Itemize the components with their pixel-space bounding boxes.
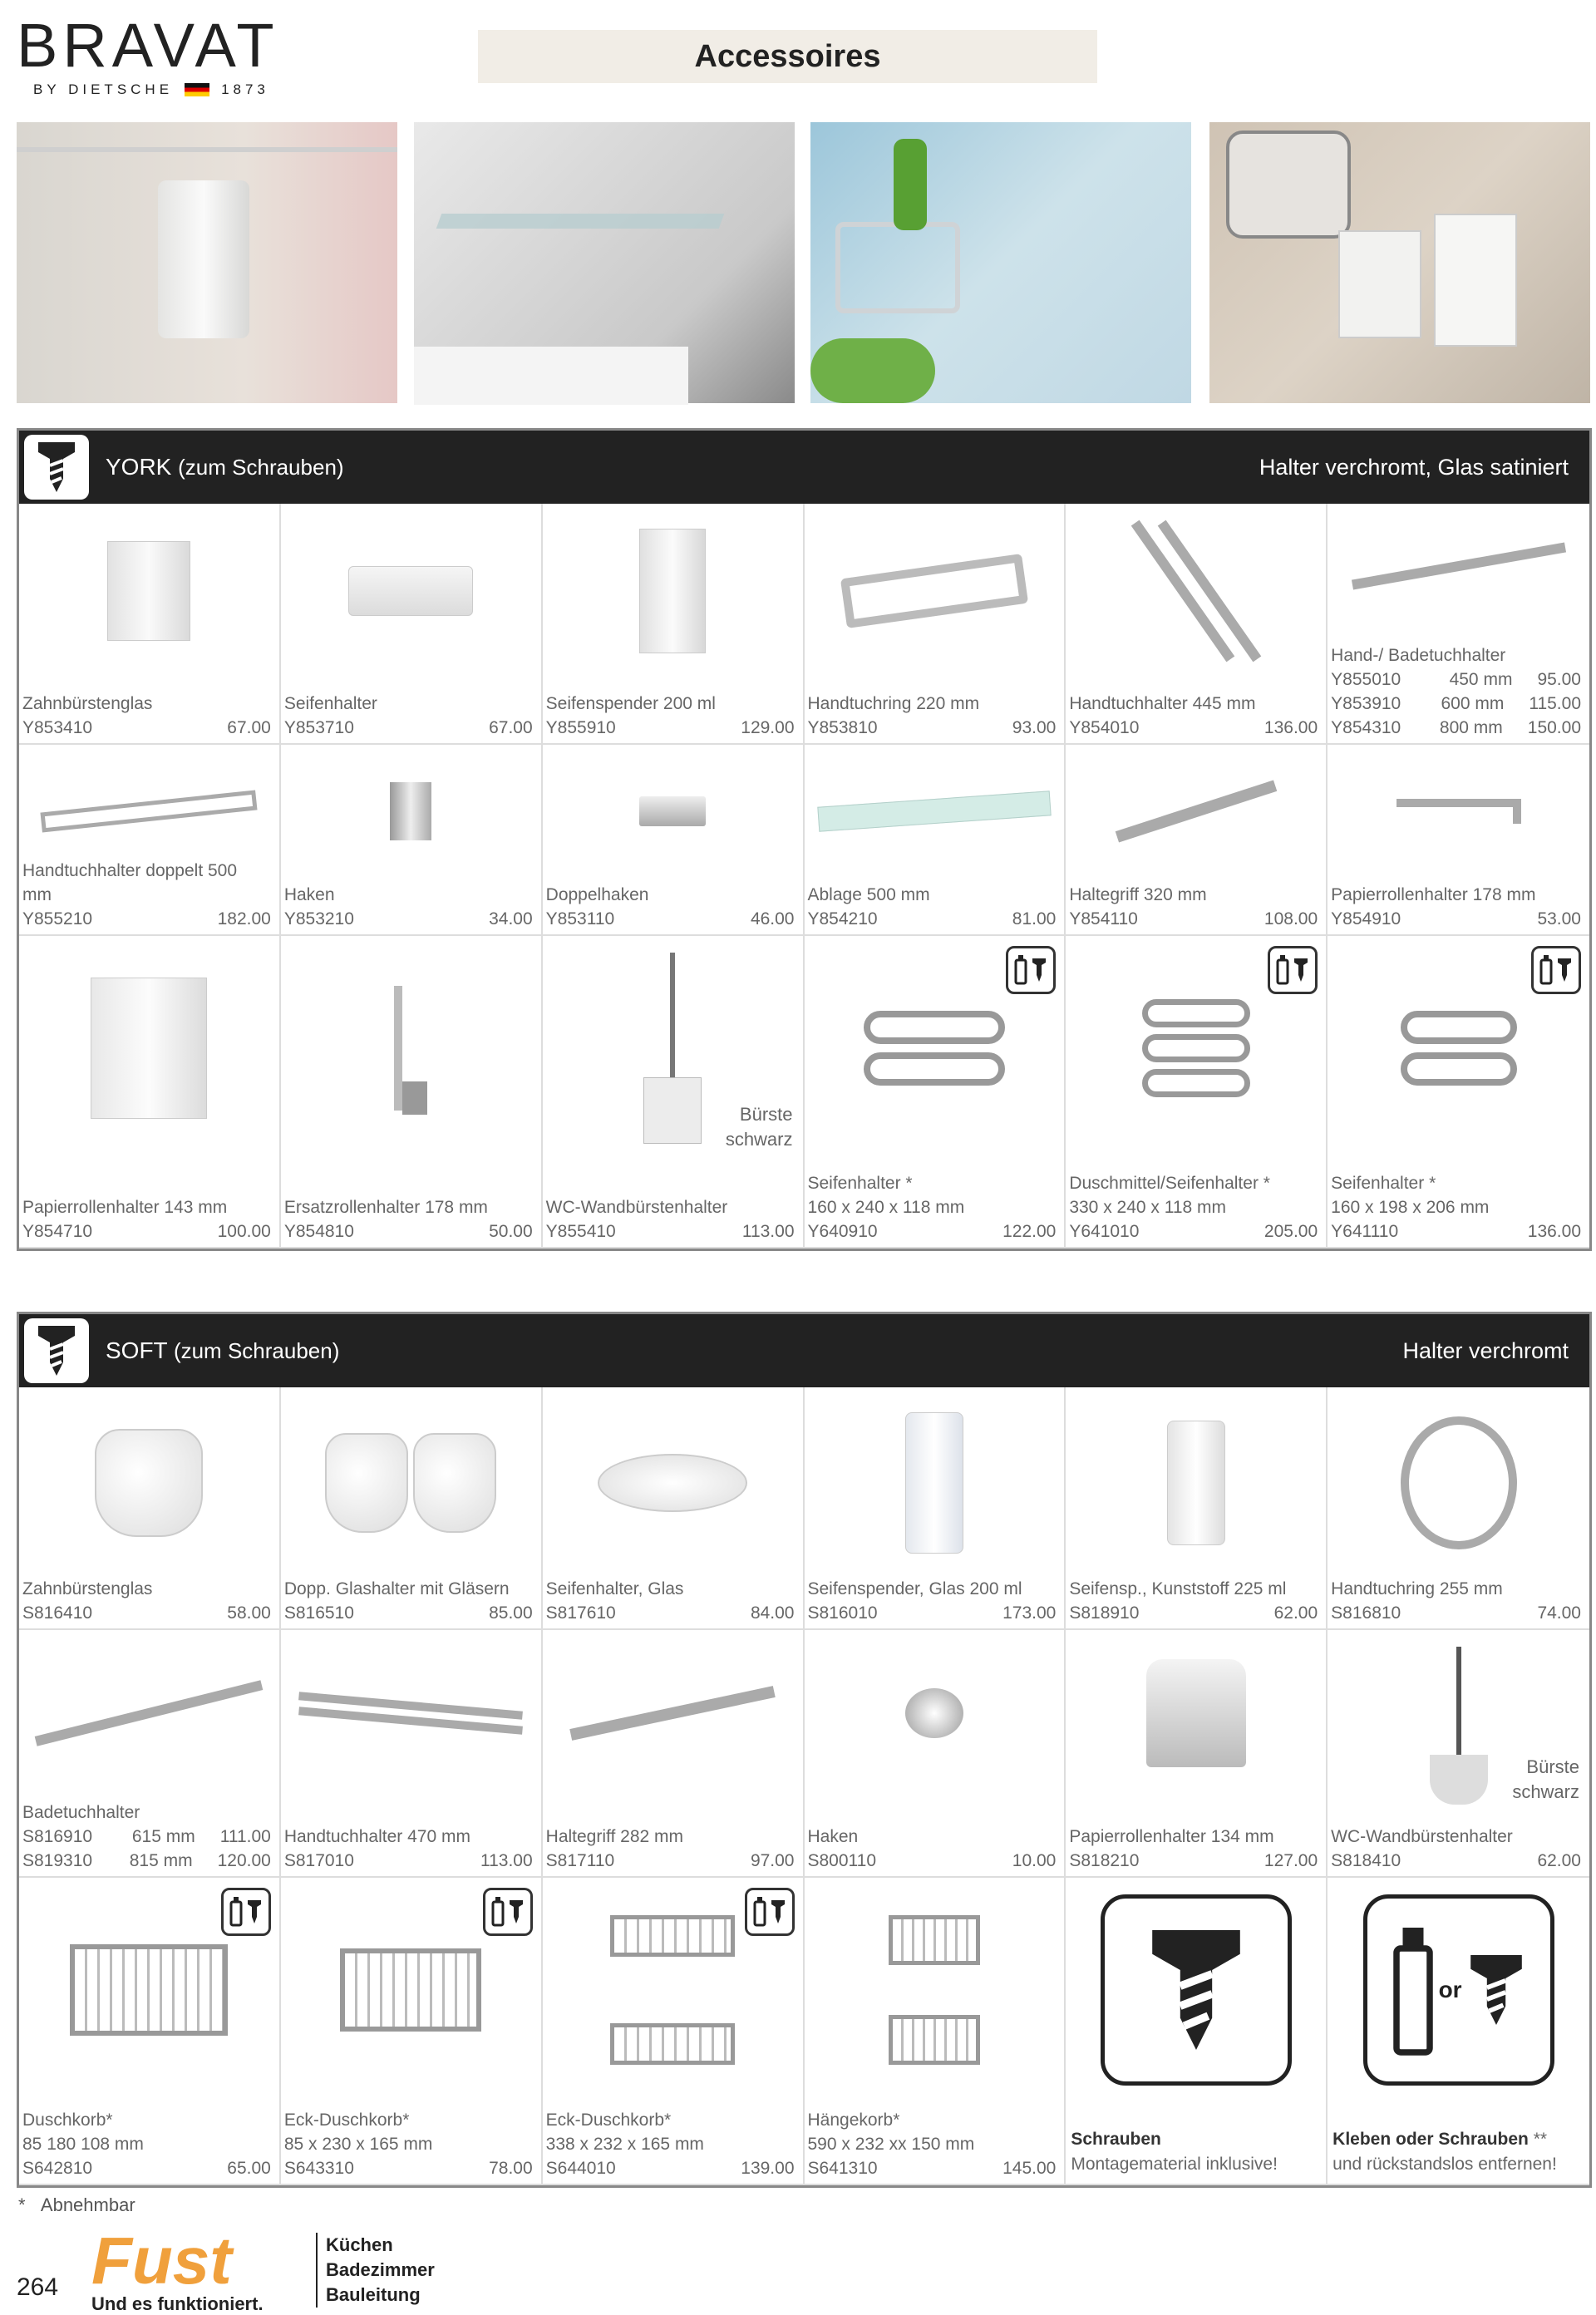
product-card[interactable]: Doppelhaken Y853110 46.00 (543, 745, 805, 936)
brand-year: 1873 (221, 81, 269, 97)
product-card[interactable]: Seifenhalter * 160 x 198 x 206 mm Y641110 136.00 (1328, 936, 1589, 1249)
photo-glass-shelf (414, 122, 795, 403)
brand-name: BRAVAT (17, 11, 279, 80)
product-card[interactable]: Zahnbürstenglas S816410 58.00 (19, 1387, 281, 1630)
screw-icon (1101, 1894, 1292, 2086)
product-card[interactable]: Zahnbürstenglas Y853410 67.00 (19, 504, 281, 745)
soft-header (19, 1314, 1589, 1387)
footnote: * Abnehmbar (18, 2194, 135, 2215)
product-card[interactable]: Handtuchhalter 445 mm Y854010 136.00 (1066, 504, 1328, 745)
bravat-logo (17, 11, 279, 98)
product-card[interactable]: Badetuchhalter S816910 615 mm 111.00 S819310 815 mm 120.00 (19, 1630, 281, 1878)
product-card[interactable]: Bürste schwarz WC-Wandbürstenhalter S818410 62.00 (1328, 1630, 1589, 1878)
brand-sub-left: BY DIETSCHE (33, 81, 174, 97)
product-card[interactable]: Papierrollenhalter 178 mm Y854910 53.00 (1328, 745, 1589, 936)
screw-icon (24, 1318, 89, 1383)
product-card[interactable]: Duschkorb* 85 180 108 mm S642810 65.00 (19, 1878, 281, 2185)
legend-glue-or-screw: or Kleben oder Schrauben ** und rückstandslos entfernen! (1328, 1878, 1589, 2185)
product-card[interactable]: Ablage 500 mm Y854210 81.00 (805, 745, 1066, 936)
brand-subline (17, 81, 279, 98)
product-card[interactable]: Haken S800110 10.00 (805, 1630, 1066, 1878)
product-card[interactable]: Seifenspender, Glas 200 ml S816010 173.00 (805, 1387, 1066, 1630)
product-card[interactable]: Bürste schwarz WC-Wandbürstenhalter Y855410 113.00 (543, 936, 805, 1249)
product-card[interactable]: Haken Y853210 34.00 (281, 745, 543, 936)
product-card[interactable]: Seifensp., Kunststoff 225 ml S818910 62.00 (1066, 1387, 1328, 1630)
product-card[interactable]: Haltegriff 282 mm S817110 97.00 (543, 1630, 805, 1878)
product-card[interactable]: Papierrollenhalter 134 mm S818210 127.00 (1066, 1630, 1328, 1878)
page-number: 264 (17, 2273, 59, 2301)
york-finish: Halter verchromt, Glas satiniert (1259, 454, 1569, 480)
product-card[interactable]: Hängekorb* 590 x 232 xx 150 mm S641310 145.00 (805, 1878, 1066, 2185)
product-card[interactable]: Dopp. Glashalter mit Gläsern S816510 85.00 (281, 1387, 543, 1630)
product-card[interactable]: Duschmittel/Seifenhalter * 330 x 240 x 118 mm Y641010 205.00 (1066, 936, 1328, 1249)
product-card[interactable]: Seifenspender 200 ml Y855910 129.00 (543, 504, 805, 745)
german-flag-icon (185, 83, 209, 96)
product-card[interactable]: Handtuchring 220 mm Y853810 93.00 (805, 504, 1066, 745)
photo-soap-dispenser (17, 122, 397, 403)
soft-finish: Halter verchromt (1402, 1337, 1569, 1363)
product-card[interactable]: Seifenhalter Y853710 67.00 (281, 504, 543, 745)
product-card[interactable]: Seifenhalter, Glas S817610 84.00 (543, 1387, 805, 1630)
page-title: Accessoires (478, 30, 1097, 83)
product-card[interactable]: Hand-/ Badetuchhalter Y855010 450 mm 95.00 Y853910 600 mm 115.00 Y854310 800 mm 150.00 (1328, 504, 1589, 745)
product-card[interactable]: Handtuchhalter 470 mm S817010 113.00 (281, 1630, 543, 1878)
york-section (17, 428, 1592, 1251)
brush-note: Bürste schwarz (725, 1104, 793, 1150)
photo-toothbrush-glass (1209, 122, 1590, 403)
york-grid (19, 504, 1589, 1249)
product-card[interactable]: Papierrollenhalter 143 mm Y854710 100.00 (19, 936, 281, 1249)
screw-icon (24, 435, 89, 500)
product-card[interactable]: Haltegriff 320 mm Y854110 108.00 (1066, 745, 1328, 936)
york-title: YORK (zum Schrauben) (106, 454, 344, 480)
york-header (19, 431, 1589, 504)
fust-logo: Fust Und es funktioniert. (91, 2224, 264, 2314)
soft-grid (19, 1387, 1589, 2185)
photo-shower-basket (810, 122, 1191, 403)
services-list: Küchen Badezimmer Bauleitung (316, 2233, 435, 2308)
product-card[interactable]: Handtuchhalter doppelt 500 mm Y855210 182.00 (19, 745, 281, 936)
brush-note: Bürste schwarz (1512, 1756, 1579, 1802)
product-card[interactable]: Eck-Duschkorb* 338 x 232 x 165 mm S644010 139.00 (543, 1878, 805, 2185)
product-card[interactable]: Seifenhalter * 160 x 240 x 118 mm Y640910 122.00 (805, 936, 1066, 1249)
soft-section (17, 1312, 1592, 2188)
product-card[interactable]: Eck-Duschkorb* 85 x 230 x 165 mm S643310 78.00 (281, 1878, 543, 2185)
legend-screw: Schrauben Montagematerial inklusive! (1066, 1878, 1328, 2185)
product-card[interactable]: Ersatzrollenhalter 178 mm Y854810 50.00 (281, 936, 543, 1249)
product-card[interactable]: Handtuchring 255 mm S816810 74.00 (1328, 1387, 1589, 1630)
soft-title: SOFT (zum Schrauben) (106, 1337, 340, 1363)
glue-or-screw-icon: or (1363, 1894, 1554, 2086)
